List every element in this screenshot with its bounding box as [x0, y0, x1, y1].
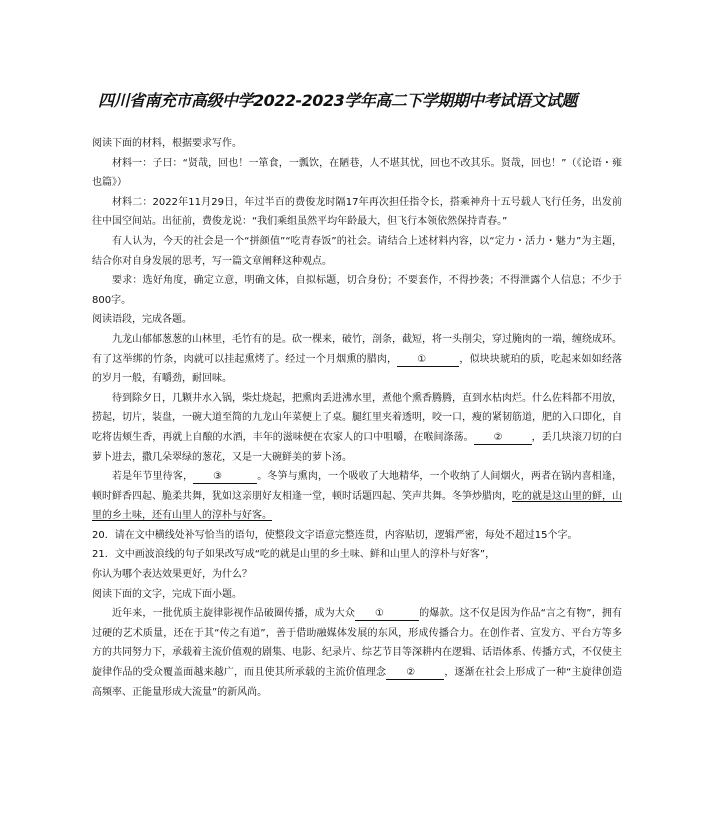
writing-prompt: 阅读下面的材料，根据要求写作。 — [92, 138, 242, 149]
writing-task: 有人认为，今天的社会是一个“拼颜值”“吃青春饭”的社会。请结合上述材料内容，以“定力・活力・魅力”为主题，结合你对自身发展的思考，写一篇文章阐释这种观点。 — [92, 235, 622, 267]
paragraph-text: 近年来，一批优质主旋律影视作品破圈传播，成为大众 — [112, 608, 355, 620]
reading1-paragraph-3 — [92, 467, 622, 526]
blank-2: ② — [474, 431, 532, 445]
paragraph-text: 若是年节里待客， — [112, 471, 194, 483]
reading1-paragraph-1 — [92, 330, 622, 389]
reading2-prompt: 阅读下面的文字，完成下面小题。 — [92, 588, 242, 600]
paragraph-text: 的爆款。这不仅是因为作品“言之有物”，拥有过硬的艺术质量，还在于其“传之有道”，善于借助融媒体发展的东风，形成传播合力。在创作者、宣发方、平台方等多方的共同努力下，承载着主流价值观的剧集、电影、纪录片、综艺节目等深耕内在逻辑、话语体系、传播方式，不仅使主旋律作品的受众覆盖面越来越广，而且使其所承载的主流价值理念 — [92, 608, 622, 679]
blank-3: ③ — [193, 470, 257, 484]
paragraph-text: 。冬笋与熏肉，一个吸收了大地精华，一个收纳了人间烟火，两者在锅内喜相逢，顿时鲜香四起、脆柔共舞，犹如这亲朋好友相逢一堂，顿时话题四起、笑声共舞。冬笋炒腊肉， — [92, 471, 623, 502]
paragraph-text: ，似块块琥珀的质，吃起来如如经落的岁月一般，有嚼劲，耐回味。 — [92, 353, 623, 385]
reading1-paragraph-2 — [92, 389, 622, 467]
paragraph-text: 九龙山郁郁葱葱的山林里，毛竹有的是。砍一棵来，破竹，剖条，截短，将一头削尖，穿过腌肉的一端，缠绕成环。有了这举绑的竹条，肉就可以挂起熏烤了。经过一个月烟熏的腊肉， — [92, 333, 622, 365]
writing-material-1: 材料一：子曰：“贤哉，回也！一箪食，一瓢饮，在陋巷，人不堪其忧，回也不改其乐。贤哉，回也！”（《论语・雍也篇》） — [92, 157, 622, 189]
writing-requirement: 要求：选好角度，确定立意，明确文体，自拟标题，切合身份；不要套作，不得抄袭；不得泄露个人信息；不少于800字。 — [92, 275, 622, 306]
paragraph-text: ，丢几块滚刀切的白萝卜进去，撒几朵翠绿的葱花，又是一大碗鲜美的萝卜汤。 — [92, 431, 623, 463]
blank-1: ① — [355, 607, 419, 621]
question-21-line-1: 21．文中画波浪线的句子如果改写成“吃的就是山里的乡土味、鲜和山里人的淳朴与好客”， — [92, 549, 496, 561]
question-21-line-2: 你认为哪个表达效果更好，为什么？ — [92, 569, 252, 581]
reading2-paragraph-1 — [92, 604, 622, 702]
document-title: 四川省南充市高级中学2022-2023学年高二下学期期中考试语文试题 — [98, 91, 577, 110]
paragraph-text: 待到除夕日，几颗井水入锅，柴灶烧起，把熏肉丢进沸水里，煮他个熏香腾腾，直到水枯肉烂。什么佐料都不用放，捞起，切片，装盘，一碗大道至简的九龙山年菜便上了桌。腿红里夹着透明，咬一口，瘦的紧韧筋道，肥的入口即化，自吃将齿颊生香，再就上自酿的水酒，丰年的滋味便在农家人的口中咀嚼，在喉间涤荡。 — [92, 392, 622, 443]
underlined-sentence: 吃的就是这山里的鲜，山里的乡土味，还有山里人的淳朴与好客。 — [92, 490, 622, 522]
writing-material-2: 材料二：2022年11月29日，年过半百的费俊龙时隔17年再次担任指令长，搭乘神舟十五号载人飞行任务，出发前往中国空间站。出征前，费俊龙说：“我们乘组虽然平均年龄最大，但飞行本领依然保持青春。” — [92, 196, 622, 228]
reading1-prompt: 阅读语段，完成各题。 — [92, 314, 192, 326]
paragraph-text: ，逐渐在社会上形成了一种“主旋律创造高频率、正能量形成大流量”的新风尚。 — [92, 667, 622, 698]
blank-1: ① — [397, 353, 459, 367]
blank-2: ② — [386, 666, 444, 680]
question-20: 20．请在文中横线处补写恰当的语句，使整段文字语意完整连贯，内容贴切，逻辑严密，每处不超过15个字。 — [92, 529, 578, 541]
document-body — [92, 134, 622, 702]
